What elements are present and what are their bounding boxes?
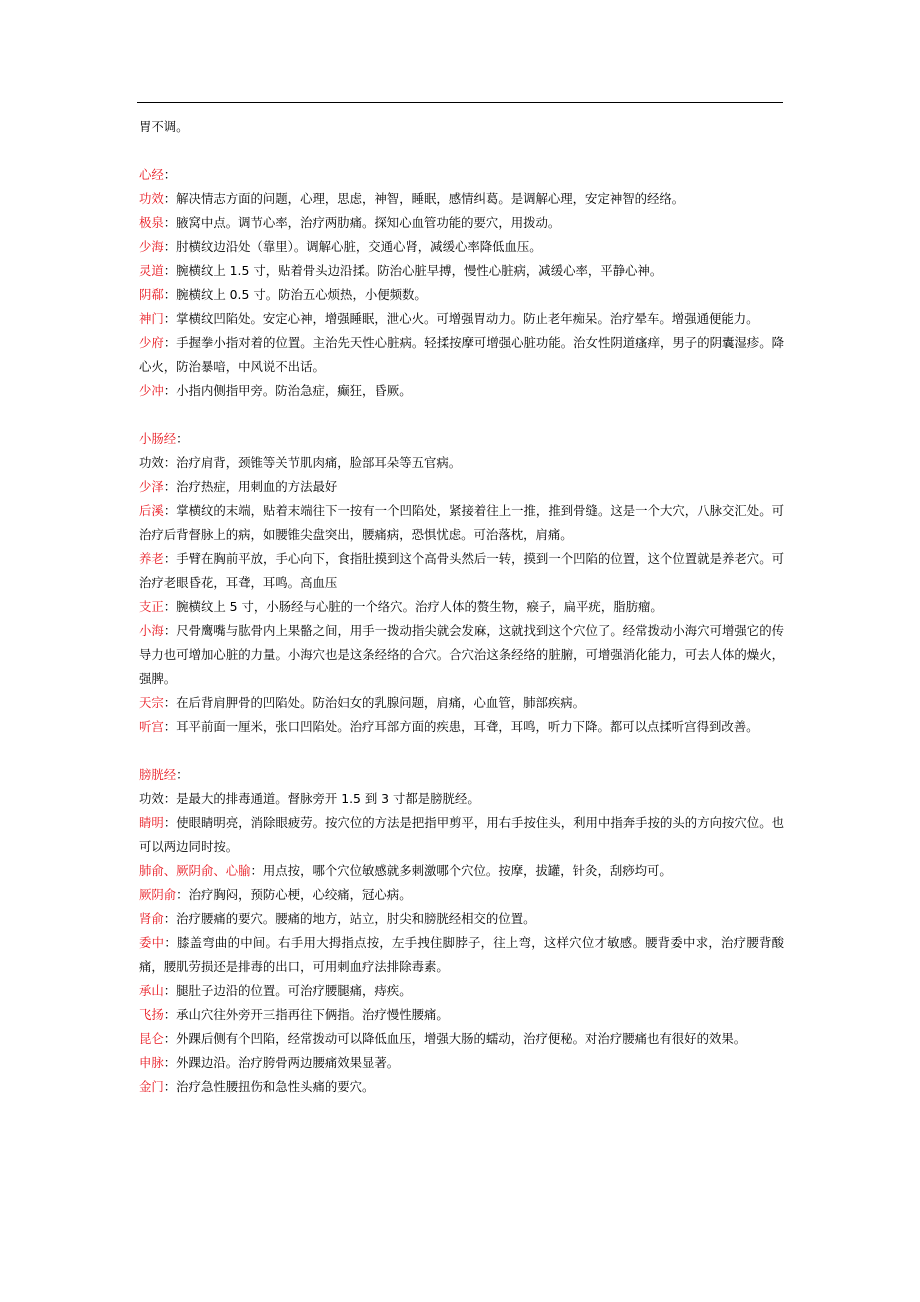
section-title-text: 小肠经: [139, 431, 177, 446]
acupoint-label: 飞扬: [139, 1007, 164, 1022]
acupoint-label: 天宗: [139, 695, 164, 710]
acupoint-entry: 昆仑：外踝后侧有个凹陷，经常拨动可以降低血压，增强大肠的蠕动，治疗便秘。对治疗腰痛也有很好的效果。: [139, 1031, 747, 1046]
section-gap: [139, 139, 784, 163]
acupoint-description: 外踝后侧有个凹陷，经常拨动可以降低血压，增强大肠的蠕动，治疗便秘。对治疗腰痛也有很好的效果。: [176, 1031, 747, 1046]
section-title: 膀胱经：: [139, 767, 189, 782]
continuation-text: 胃不调。: [139, 119, 189, 134]
acupoint-label: 功效: [139, 191, 164, 206]
acupoint-entry: 少冲：小指内侧指甲旁。防治急症，癫狂，昏厥。: [139, 383, 412, 398]
acupoint-label: 少冲: [139, 383, 164, 398]
acupoint-label: 昆仑: [139, 1031, 164, 1046]
acupoint-label: 承山: [139, 983, 164, 998]
acupoint-description: 手握拳小指对着的位置。主治先天性心脏病。轻揉按摩可增强心脏功能。治女性阴道瘙痒，男子的阴囊湿疹。降心火，防治暴喑，中风说不出话。: [139, 335, 785, 374]
section-gap: [139, 739, 784, 763]
acupoint-entry: 委中：膝盖弯曲的中间。右手用大拇指点按，左手拽住脚脖子，往上弯，这样穴位才敏感。腰背委中求，治疗腰背酸痛，腰肌劳损还是排毒的出口，可用刺血疗法排除毒素。: [139, 935, 785, 974]
acupoint-description: 承山穴往外旁开三指再往下俩指。治疗慢性腰痛。: [176, 1007, 449, 1022]
acupoint-description: 解决情志方面的问题，心理，思虑，神智，睡眠，感情纠葛。是调解心理，安定神智的经络。: [176, 191, 685, 206]
acupoint-description: 腕横纹上 5 寸，小肠经与心脏的一个络穴。治疗人体的赘生物，瘊子，扁平疣，脂肪瘤。: [176, 599, 663, 614]
acupoint-label: 支正: [139, 599, 164, 614]
acupoint-label: 听宫: [139, 719, 164, 734]
acupoint-description: 治疗热症，用刺血的方法最好: [176, 479, 338, 494]
acupoint-label: 少海: [139, 239, 164, 254]
acupoint-entry: 养老：手臂在胸前平放，手心向下，食指肚摸到这个高骨头然后一转，摸到一个凹陷的位置，这个位置就是养老穴。可治疗老眼昏花，耳聋，耳鸣。高血压: [139, 551, 785, 590]
acupoint-description: 治疗胸闷，预防心梗，心绞痛，冠心病。: [188, 887, 412, 902]
acupoint-label: 灵道: [139, 263, 164, 278]
section-title-text: 膀胱经: [139, 767, 177, 782]
section-title: 心经：: [139, 167, 177, 182]
acupoint-description: 是最大的排毒通道。督脉旁开 1.5 到 3 寸都是膀胱经。: [176, 791, 480, 806]
acupoint-entry: 肾俞：治疗腰痛的要穴。腰痛的地方，站立，肘尖和膀胱经相交的位置。: [139, 911, 536, 926]
acupoint-entry: 金门：治疗急性腰扭伤和急性头痛的要穴。: [139, 1079, 375, 1094]
acupoint-description: 治疗腰痛的要穴。腰痛的地方，站立，肘尖和膀胱经相交的位置。: [176, 911, 536, 926]
acupoint-description: 外踝边沿。治疗胯骨两边腰痛效果显著。: [176, 1055, 400, 1070]
acupoint-entry: 少泽：治疗热症，用刺血的方法最好: [139, 479, 338, 494]
acupoint-description: 腿肚子边沿的位置。可治疗腰腿痛，痔疾。: [176, 983, 412, 998]
acupoint-entry: 阴郗：腕横纹上 0.5 寸。防治五心烦热，小便频数。: [139, 287, 427, 302]
acupoint-label: 功效: [139, 455, 164, 470]
acupoint-entry: 厥阴俞：治疗胸闷，预防心梗，心绞痛，冠心病。: [139, 887, 412, 902]
acupoint-description: 腋窝中点。调节心率，治疗两肋痛。探知心血管功能的要穴，用拨动。: [176, 215, 561, 230]
section-gap: [139, 403, 784, 427]
section-title: 小肠经：: [139, 431, 189, 446]
acupoint-label: 睛明: [139, 815, 164, 830]
acupoint-description: 小指内侧指甲旁。防治急症，癫狂，昏厥。: [176, 383, 412, 398]
acupoint-label: 阴郗: [139, 287, 164, 302]
acupoint-description: 腕横纹上 1.5 寸，贴着骨头边沿揉。防治心脏早搏，慢性心脏病，减缓心率，平静心神。: [176, 263, 663, 278]
acupoint-entry: 极泉：腋窝中点。调节心率，治疗两肋痛。探知心血管功能的要穴，用拨动。: [139, 215, 561, 230]
acupoint-entry: 飞扬：承山穴往外旁开三指再往下俩指。治疗慢性腰痛。: [139, 1007, 449, 1022]
acupoint-entry: 神门：掌横纹凹陷处。安定心神，增强睡眠，泄心火。可增强胃动力。防止老年痴呆。治疗晕车。增强通便能力。: [139, 311, 759, 326]
acupoint-entry: 肺俞、厥阴俞、心腧：用点按，哪个穴位敏感就多刺激哪个穴位。按摩，拔罐，针灸，刮痧均可。: [139, 863, 672, 878]
acupoint-description: 膝盖弯曲的中间。右手用大拇指点按，左手拽住脚脖子，往上弯，这样穴位才敏感。腰背委中求，治疗腰背酸痛，腰肌劳损还是排毒的出口，可用刺血疗法排除毒素。: [139, 935, 785, 974]
sections-container: [139, 139, 784, 1099]
acupoint-entry: 睛明：使眼睛明亮，消除眼疲劳。按穴位的方法是把指甲剪平，用右手按住头，利用中指奔手按的头的方向按穴位。也可以两边同时按。: [139, 815, 785, 854]
acupoint-description: 耳平前面一厘米，张口凹陷处。治疗耳部方面的疾患，耳聋，耳鸣，听力下降。都可以点揉听宫得到改善。: [176, 719, 759, 734]
acupoint-entry: 功效：治疗肩背，颈锥等关节肌肉痛，脸部耳朵等五官病。: [139, 455, 462, 470]
acupoint-description: 肘横纹边沿处（靠里）。调解心脏，交通心肾，减缓心率降低血压。: [176, 239, 542, 254]
acupoint-entry: 申脉：外踝边沿。治疗胯骨两边腰痛效果显著。: [139, 1055, 400, 1070]
acupoint-entry: 听宫：耳平前面一厘米，张口凹陷处。治疗耳部方面的疾患，耳聋，耳鸣，听力下降。都可以点揉听宫得到改善。: [139, 719, 759, 734]
acupoint-label: 养老: [139, 551, 164, 566]
acupoint-label: 神门: [139, 311, 164, 326]
section-title-text: 心经: [139, 167, 164, 182]
acupoint-description: 掌横纹凹陷处。安定心神，增强睡眠，泄心火。可增强胃动力。防止老年痴呆。治疗晕车。增强通便能力。: [176, 311, 759, 326]
acupoint-entry: 少府：手握拳小指对着的位置。主治先天性心脏病。轻揉按摩可增强心脏功能。治女性阴道瘙痒，男子的阴囊湿疹。降心火，防治暴喑，中风说不出话。: [139, 335, 785, 374]
acupoint-description: 手臂在胸前平放，手心向下，食指肚摸到这个高骨头然后一转，摸到一个凹陷的位置，这个位置就是养老穴。可治疗老眼昏花，耳聋，耳鸣。高血压: [139, 551, 785, 590]
acupoint-entry: 功效：是最大的排毒通道。督脉旁开 1.5 到 3 寸都是膀胱经。: [139, 791, 480, 806]
acupoint-label: 极泉: [139, 215, 164, 230]
acupoint-label: 委中: [139, 935, 165, 950]
acupoint-label: 后溪: [139, 503, 164, 518]
acupoint-entry: 天宗：在后背肩胛骨的凹陷处。防治妇女的乳腺问题，肩痛，心血管，肺部疾病。: [139, 695, 586, 710]
document-body: [139, 115, 784, 1099]
acupoint-description: 治疗肩背，颈锥等关节肌肉痛，脸部耳朵等五官病。: [176, 455, 462, 470]
acupoint-label: 肺俞、厥阴俞、心腧: [139, 863, 251, 878]
acupoint-entry: 少海：肘横纹边沿处（靠里）。调解心脏，交通心肾，减缓心率降低血压。: [139, 239, 542, 254]
acupoint-description: 腕横纹上 0.5 寸。防治五心烦热，小便频数。: [176, 287, 427, 302]
acupoint-entry: 承山：腿肚子边沿的位置。可治疗腰腿痛，痔疾。: [139, 983, 412, 998]
acupoint-label: 少府: [139, 335, 164, 350]
acupoint-description: 尺骨鹰嘴与肱骨内上果骼之间，用手一拨动指尖就会发麻，这就找到这个穴位了。经常拨动小海穴可增强它的传导力也可增加心脏的力量。小海穴也是这条经络的合穴。合穴治这条经络的脏腑，可增强消化能力，可去人体的燥火，强脾。: [139, 623, 785, 686]
acupoint-entry: 支正：腕横纹上 5 寸，小肠经与心脏的一个络穴。治疗人体的赘生物，瘊子，扁平疣，脂肪瘤。: [139, 599, 663, 614]
acupoint-label: 厥阴俞: [139, 887, 177, 902]
acupoint-description: 掌横纹的末端，贴着末端往下一按有一个凹陷处，紧接着往上一推，推到骨缝。这是一个大穴，八脉交汇处。可治疗后背督脉上的病，如腰锥尖盘突出，腰痛病，恐惧忧虑。可治落枕，肩痛。: [139, 503, 785, 542]
acupoint-description: 在后背肩胛骨的凹陷处。防治妇女的乳腺问题，肩痛，心血管，肺部疾病。: [176, 695, 586, 710]
header-rule: [137, 102, 783, 103]
acupoint-entry: 功效：解决情志方面的问题，心理，思虑，神智，睡眠，感情纠葛。是调解心理，安定神智的经络。: [139, 191, 685, 206]
acupoint-label: 少泽: [139, 479, 164, 494]
acupoint-label: 金门: [139, 1079, 164, 1094]
acupoint-description: 使眼睛明亮，消除眼疲劳。按穴位的方法是把指甲剪平，用右手按住头，利用中指奔手按的头的方向按穴位。也可以两边同时按。: [139, 815, 785, 854]
acupoint-label: 申脉: [139, 1055, 164, 1070]
acupoint-entry: 灵道：腕横纹上 1.5 寸，贴着骨头边沿揉。防治心脏早搏，慢性心脏病，减缓心率，平静心神。: [139, 263, 663, 278]
acupoint-label: 肾俞: [139, 911, 164, 926]
acupoint-label: 功效: [139, 791, 164, 806]
acupoint-entry: 后溪：掌横纹的末端，贴着末端往下一按有一个凹陷处，紧接着往上一推，推到骨缝。这是一个大穴，八脉交汇处。可治疗后背督脉上的病，如腰锥尖盘突出，腰痛病，恐惧忧虑。可治落枕，肩痛。: [139, 503, 785, 542]
acupoint-entry: 小海：尺骨鹰嘴与肱骨内上果骼之间，用手一拨动指尖就会发麻，这就找到这个穴位了。经常拨动小海穴可增强它的传导力也可增加心脏的力量。小海穴也是这条经络的合穴。合穴治这条经络的脏腑，可增强消化能力，可去人体的燥火，强脾。: [139, 623, 785, 686]
acupoint-description: 治疗急性腰扭伤和急性头痛的要穴。: [176, 1079, 375, 1094]
acupoint-description: 用点按，哪个穴位敏感就多刺激哪个穴位。按摩，拔罐，针灸，刮痧均可。: [262, 863, 672, 878]
acupoint-label: 小海: [139, 623, 164, 638]
